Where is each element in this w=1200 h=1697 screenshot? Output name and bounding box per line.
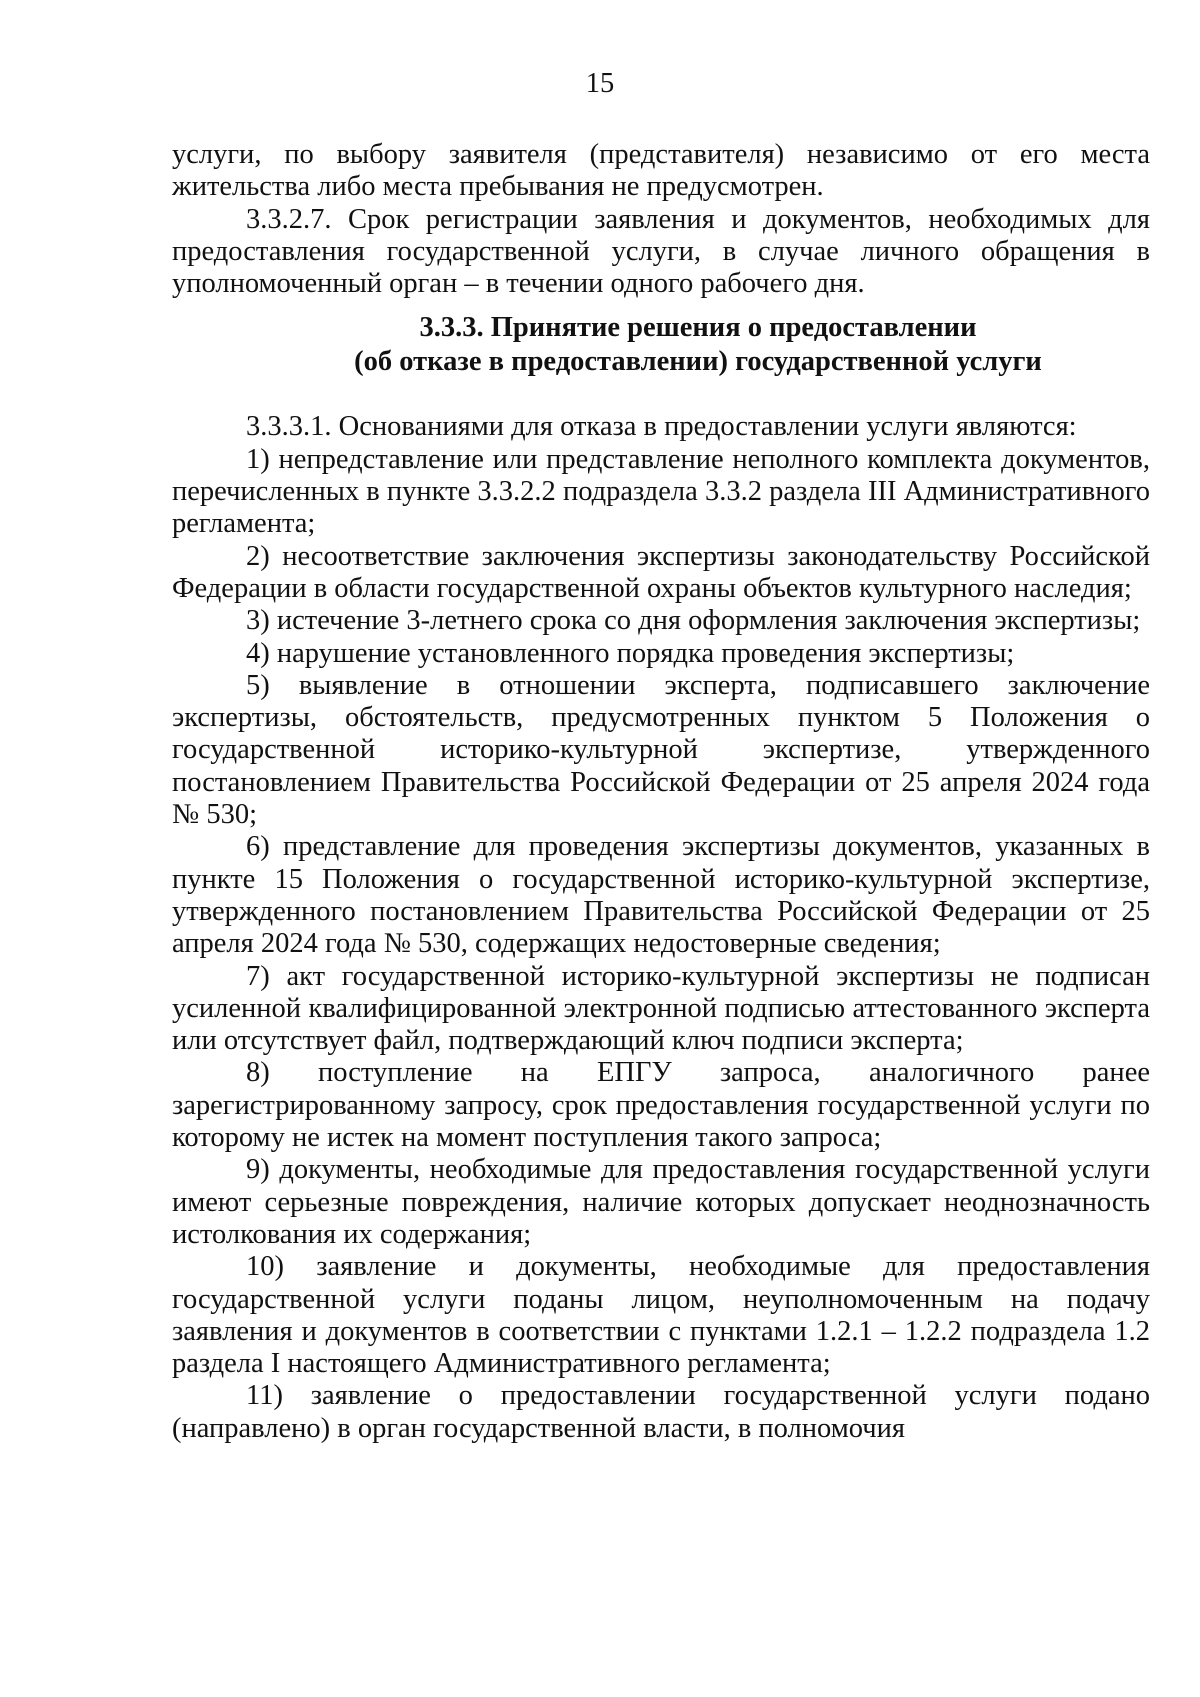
section-heading-3-3-3 (172, 300, 1150, 411)
paragraph-3-3-3-1: 3.3.3.1. Основаниями для отказа в предоставлении услуги являются: (246, 411, 1077, 443)
list-item-3: 3) истечение 3-летнего срока со дня оформления заключения экспертизы; (246, 605, 1141, 637)
list-item-5: 5) выявление в отношении эксперта, подписавшего заключение экспертизы, обстоятельств, предусмотренных пунктом 5 Положения о государственной историко-культурной экспертизе, утвержденного постановлением Правительства Российской Федерации от 25 апреля 2024 года № 530; (172, 669, 1150, 831)
list-item-10: 10) заявление и документы, необходимые для предоставления государственной услуги поданы лицом, неуполномоченным на подачу заявления и документов в соответствии с пунктами 1.2.1 – 1.2.2 подраздела 1.2 раздела I настоящего Административного регламента; (172, 1251, 1150, 1380)
list-item-7: 7) акт государственной историко-культурной экспертизы не подписан усиленной квалифицированной электронной подписью аттестованного эксперта или отсутствует файл, подтверждающий ключ подписи эксперта; (172, 960, 1150, 1057)
paragraph-3-3-2-7: 3.3.2.7. Срок регистрации заявления и документов, необходимых для предоставления государственной услуги, в случае личного обращения в уполномоченный орган – в течении одного рабочего дня. (172, 203, 1150, 300)
heading-line-1: 3.3.3. Принятие решения о предоставлении (419, 312, 977, 344)
heading-line-2: (об отказе в предоставлении) государственной услуги (354, 346, 1042, 378)
list-item-8: 8) поступление на ЕПГУ запроса, аналогичного ранее зарегистрированному запросу, срок предоставления государственной услуги по которому не истек на момент поступления такого запроса; (172, 1057, 1150, 1154)
list-item-2: 2) несоответствие заключения экспертизы законодательству Российской Федерации в области государственной охраны объектов культурного наследия; (172, 540, 1150, 604)
list-item-1: 1) непредставление или представление неполного комплекта документов, перечисленных в пункте 3.3.2.2 подраздела 3.3.2 раздела III Административного регламента; (172, 443, 1150, 540)
list-item-9: 9) документы, необходимые для предоставления государственной услуги имеют серьезные повреждения, наличие которых допускает неоднозначность истолкования их содержания; (172, 1154, 1150, 1250)
list-item-11: 11) заявление о предоставлении государственной услуги подано (направлено) в орган государственной власти, в полномочия (172, 1380, 1150, 1444)
list-item-4: 4) нарушение установленного порядка проведения экспертизы; (246, 637, 1015, 669)
page-number: 15 (585, 68, 615, 99)
paragraph-continuation: услуги, по выбору заявителя (представителя) независимо от его места жительства либо места пребывания не предусмотрен. (172, 139, 1150, 203)
list-item-6: 6) представление для проведения экспертизы документов, указанных в пункте 15 Положения о государственной историко-культурной экспертизе, утвержденного постановлением Правительства Российской Федерации от 25 апреля 2024 года № 530, содержащих недостоверные сведения; (172, 831, 1150, 960)
document-body (172, 139, 1150, 1445)
